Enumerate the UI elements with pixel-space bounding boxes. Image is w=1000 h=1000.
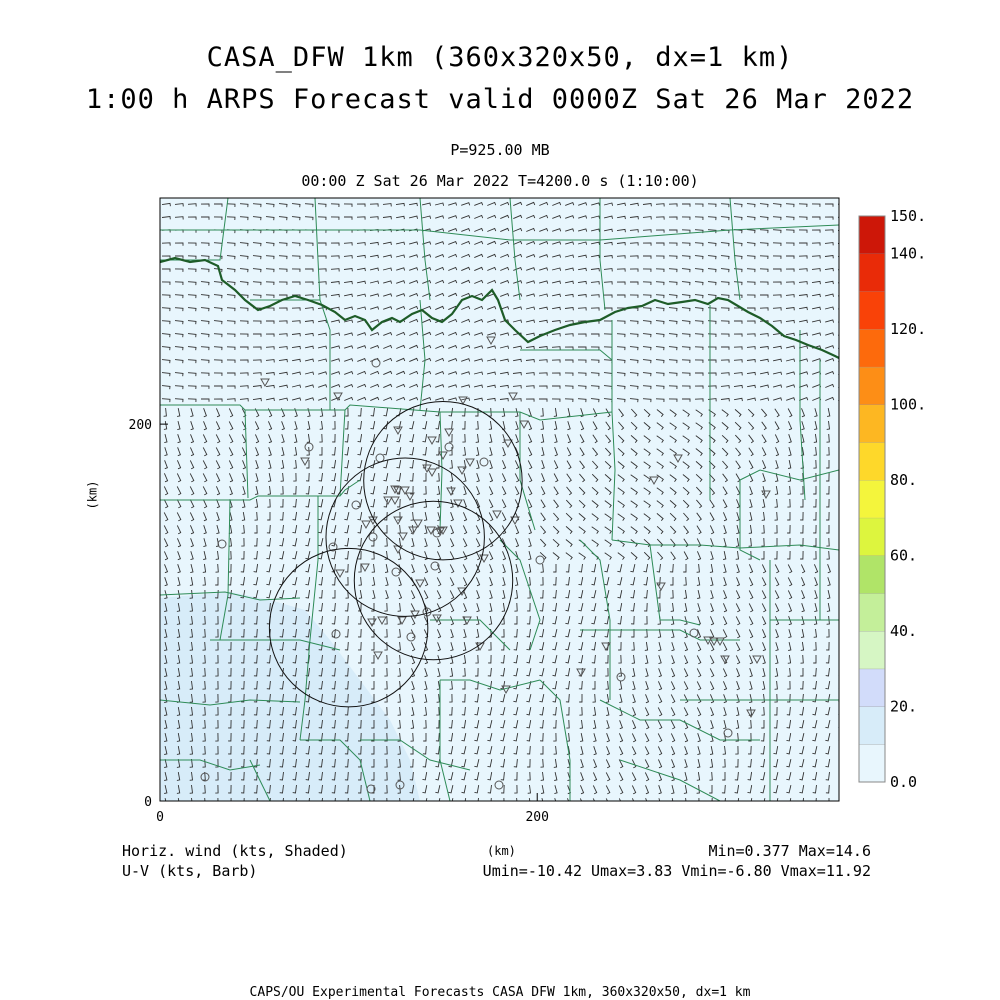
colorbar-swatch bbox=[859, 744, 885, 782]
valid-time: 00:00 Z Sat 26 Mar 2022 T=4200.0 s (1:10:00) bbox=[301, 172, 699, 190]
colorbar-swatch bbox=[859, 216, 885, 254]
x-axis-unit: (km) bbox=[487, 844, 516, 858]
y-tick-label: 200 bbox=[128, 418, 152, 434]
colorbar bbox=[859, 207, 926, 791]
colorbar-label: 60. bbox=[890, 546, 918, 565]
colorbar-label: 120. bbox=[890, 320, 927, 339]
colorbar-swatch bbox=[859, 631, 885, 669]
colorbar-swatch bbox=[859, 254, 885, 292]
colorbar-swatch bbox=[859, 707, 885, 745]
colorbar-swatch bbox=[859, 329, 885, 367]
colorbar-swatch bbox=[859, 556, 885, 594]
colorbar-swatch bbox=[859, 405, 885, 443]
colorbar-label: 40. bbox=[890, 622, 918, 641]
colorbar-swatch bbox=[859, 669, 885, 707]
pressure-level: P=925.00 MB bbox=[450, 141, 550, 159]
colorbar-label: 100. bbox=[890, 395, 927, 414]
field-shaded-label: Horiz. wind (kts, Shaded) bbox=[122, 842, 348, 860]
chart-title-line1: CASA_DFW 1km (360x320x50, dx=1 km) bbox=[206, 42, 794, 73]
uv-min-max: Umin=-10.42 Umax=3.83 Vmin=-6.80 Vmax=11.92 bbox=[482, 862, 871, 880]
colorbar-swatch bbox=[859, 480, 885, 518]
colorbar-swatch bbox=[859, 291, 885, 329]
y-tick-label: 0 bbox=[144, 795, 152, 810]
x-tick-label: 200 bbox=[525, 810, 549, 825]
field-barb-label: U-V (kts, Barb) bbox=[122, 862, 258, 880]
colorbar-label: 0.0 bbox=[890, 773, 918, 791]
credit-line: CAPS/OU Experimental Forecasts CASA DFW 1km, 360x320x50, dx=1 km bbox=[249, 985, 751, 1000]
colorbar-swatch bbox=[859, 593, 885, 631]
colorbar-label: 80. bbox=[890, 471, 918, 490]
colorbar-swatch bbox=[859, 367, 885, 405]
y-axis-unit: (km) bbox=[85, 480, 100, 510]
x-tick-label: 0 bbox=[156, 810, 164, 825]
colorbar-swatch bbox=[859, 442, 885, 480]
colorbar-label: 150. bbox=[890, 207, 927, 225]
colorbar-swatch bbox=[859, 518, 885, 556]
colorbar-label: 140. bbox=[890, 244, 927, 263]
chart-title-line2: 1:00 h ARPS Forecast valid 0000Z Sat 26 Mar 2022 bbox=[85, 84, 915, 115]
colorbar-label: 20. bbox=[890, 697, 918, 716]
wind-min-max: Min=0.377 Max=14.6 bbox=[708, 842, 871, 860]
